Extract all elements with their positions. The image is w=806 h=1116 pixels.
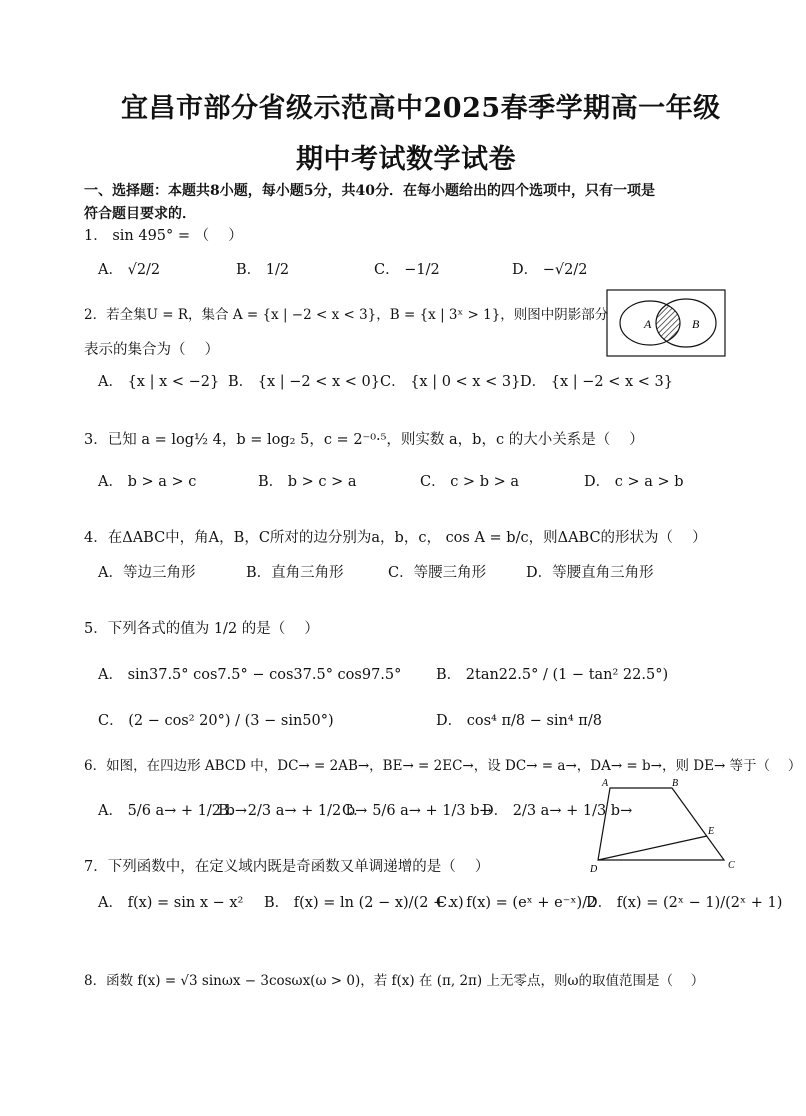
q5-option-d: D． cos⁴ π/8 − sin⁴ π/8 — [436, 713, 602, 729]
q3-option-d: D． c > a > b — [584, 474, 684, 490]
question-8-stem: 8．函数 f(x) = √3 sinωx − 3cosωx(ω > 0)，若 f(x) 在 (π, 2π) 上无零点，则ω的取值范围是（ ） — [84, 973, 705, 989]
q4-option-b: B．直角三角形 — [246, 565, 344, 581]
question-2-stem: 2．若全集U = R，集合 A = {x | −2 < x < 3}，B = {x | 3ˣ > 1}，则图中阴影部分 — [84, 307, 609, 323]
vertex-label-a: A — [602, 778, 609, 789]
q3-option-c: C． c > b > a — [420, 474, 519, 490]
q4-option-a: A．等边三角形 — [98, 565, 196, 581]
q6-option-b: B． 2/3 a→ + 1/2 b→ — [218, 803, 368, 819]
q1-option-c: C． −1/2 — [374, 262, 440, 278]
vertex-label-e: E — [708, 826, 715, 837]
quadrilateral-figure — [590, 776, 740, 876]
q1-option-d: D． −√2/2 — [512, 262, 588, 278]
q6-option-a: A． 5/6 a→ + 1/2 b→ — [98, 803, 248, 819]
q1-option-b: B． 1/2 — [236, 262, 290, 278]
q7-option-c: C． f(x) = (eˣ + e⁻ˣ)/2 — [436, 895, 597, 911]
section-heading: 一、选择题：本题共8小题，每小题5分，共40分．在每小题给出的四个选项中，只有一项是 — [84, 183, 655, 199]
q4-option-d: D．等腰直角三角形 — [526, 565, 654, 581]
q7-option-d: D． f(x) = (2ˣ − 1)/(2ˣ + 1) — [586, 895, 783, 911]
q1-option-a: A． √2/2 — [98, 262, 161, 278]
vertex-label-d: D — [590, 864, 598, 875]
question-7-stem: 7．下列函数中，在定义域内既是奇函数又单调递增的是（ ） — [84, 859, 490, 875]
q2-option-d: D． {x | −2 < x < 3} — [520, 374, 673, 390]
venn-diagram — [606, 289, 726, 357]
q2-option-c: C． {x | 0 < x < 3} — [380, 374, 521, 390]
q6-option-c: C． 5/6 a→ + 1/3 b→ — [342, 803, 492, 819]
q6-option-d: D． 2/3 a→ + 1/3 b→ — [482, 803, 633, 819]
question-3-stem: 3．已知 a = log½ 4，b = log₂ 5，c = 2⁻⁰·⁵，则实数 a，b，c 的大小关系是（ ） — [84, 432, 644, 448]
question-1-stem: 1． sin 495° = （ ） — [84, 228, 243, 244]
q2-option-b: B． {x | −2 < x < 0} — [228, 374, 381, 390]
q5-option-b: B． 2tan22.5° / (1 − tan² 22.5°) — [436, 667, 669, 683]
question-2-stem-cont: 表示的集合为（ ） — [84, 342, 220, 358]
segment-de — [598, 836, 707, 860]
q2-option-a: A． {x | x < −2} — [98, 374, 220, 390]
exam-title-line1: 宜昌市部分省级示范高中2025春季学期高一年级 — [121, 93, 721, 124]
vertex-label-b: B — [672, 778, 679, 789]
exam-title-line2: 期中考试数学试卷 — [296, 144, 516, 175]
q5-option-a: A． sin37.5° cos7.5° − cos37.5° cos97.5° — [98, 667, 402, 683]
q3-option-b: B． b > c > a — [258, 474, 357, 490]
section-heading-cont: 符合题目要求的． — [84, 206, 196, 222]
venn-label-a: A — [644, 317, 652, 331]
q4-option-c: C．等腰三角形 — [388, 565, 487, 581]
q7-option-a: A． f(x) = sin x − x² — [98, 895, 244, 911]
vertex-label-c: C — [728, 860, 735, 871]
q3-option-a: A． b > a > c — [98, 474, 197, 490]
venn-label-b: B — [692, 317, 700, 331]
q5-option-c: C． (2 − cos² 20°) / (3 − sin50°) — [98, 713, 334, 729]
q7-option-b: B． f(x) = ln (2 − x)/(2 + x) — [264, 895, 464, 911]
quadrilateral-abcd — [598, 788, 724, 860]
question-4-stem: 4．在ΔABC中，角A，B，C所对的边分别为a，b，c， cos A = b/c，则ΔABC的形状为（ ） — [84, 530, 707, 546]
question-5-stem: 5．下列各式的值为 1/2 的是（ ） — [84, 621, 319, 637]
question-6-stem: 6．如图，在四边形 ABCD 中，DC→ = 2AB→，BE→ = 2EC→，设 DC→ = a→，DA→ = b→，则 DE→ 等于（ ） — [84, 758, 802, 774]
